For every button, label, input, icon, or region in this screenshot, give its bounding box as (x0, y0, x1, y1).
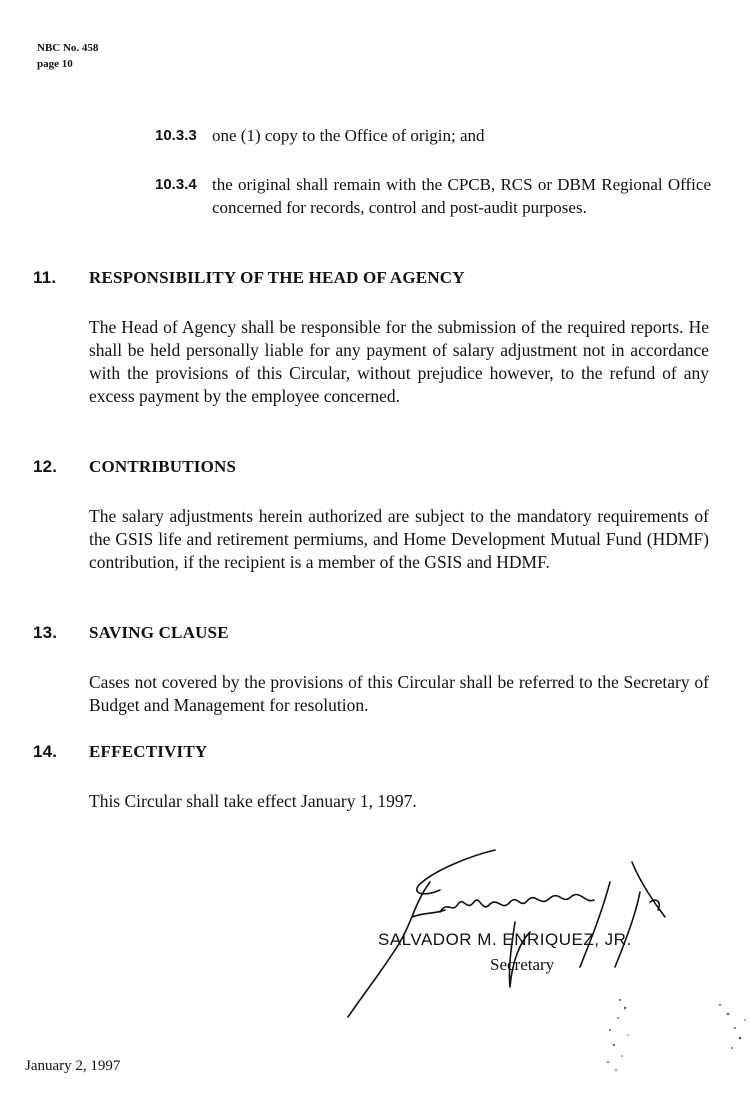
section-title: SAVING CLAUSE (89, 623, 229, 642)
signatory-title: Secretary (490, 955, 555, 974)
section-number: 12. (33, 457, 58, 476)
circular-number: NBC No. 458 (37, 42, 99, 54)
section-number: 13. (33, 623, 58, 642)
section-title: RESPONSIBILITY OF THE HEAD OF AGENCY (89, 268, 465, 287)
section-title: EFFECTIVITY (89, 742, 208, 761)
section-title: CONTRIBUTIONS (89, 457, 237, 476)
subitem-text: one (1) copy to the Office of origin; and (212, 126, 485, 145)
section-number: 11. (33, 268, 57, 287)
page-number: page 10 (37, 58, 73, 70)
section-number: 14. (33, 742, 58, 761)
section-body-12: The salary adjustments herein authorized are subject to the mandatory requirements of the GSIS life and retirement permiums, and Home Development Mutual Fund (HDMF) contribution, if the recipient is a member of the GSIS and HDMF. (89, 506, 709, 572)
scan-speckle-marks (600, 990, 750, 1080)
subitem-10-3-3 (155, 124, 711, 147)
subitem-10-3-4 (155, 173, 711, 219)
document-header (37, 40, 98, 72)
subitem-number: 10.3.3 (155, 127, 197, 144)
section-body-11: The Head of Agency shall be responsible for the submission of the required reports. He shall be held personally liable for any payment of salary adjustment not in accordance with the provisions of this Circular, without prejudice however, to the refund of any excess payment by the employee concerned. (89, 317, 709, 406)
subitem-number: 10.3.4 (155, 176, 197, 193)
subitem-text: the original shall remain with the CPCB, RCS or DBM Regional Office concerned for records, control and post-audit purposes. (212, 175, 711, 217)
section-body-14: This Circular shall take effect January 1, 1997. (89, 791, 417, 811)
signatory-name: SALVADOR M. ENRIQUEZ, JR. (378, 930, 632, 949)
section-body-13: Cases not covered by the provisions of this Circular shall be referred to the Secretary of Budget and Management for resolution. (89, 672, 709, 715)
footer-date: January 2, 1997 (25, 1058, 121, 1074)
